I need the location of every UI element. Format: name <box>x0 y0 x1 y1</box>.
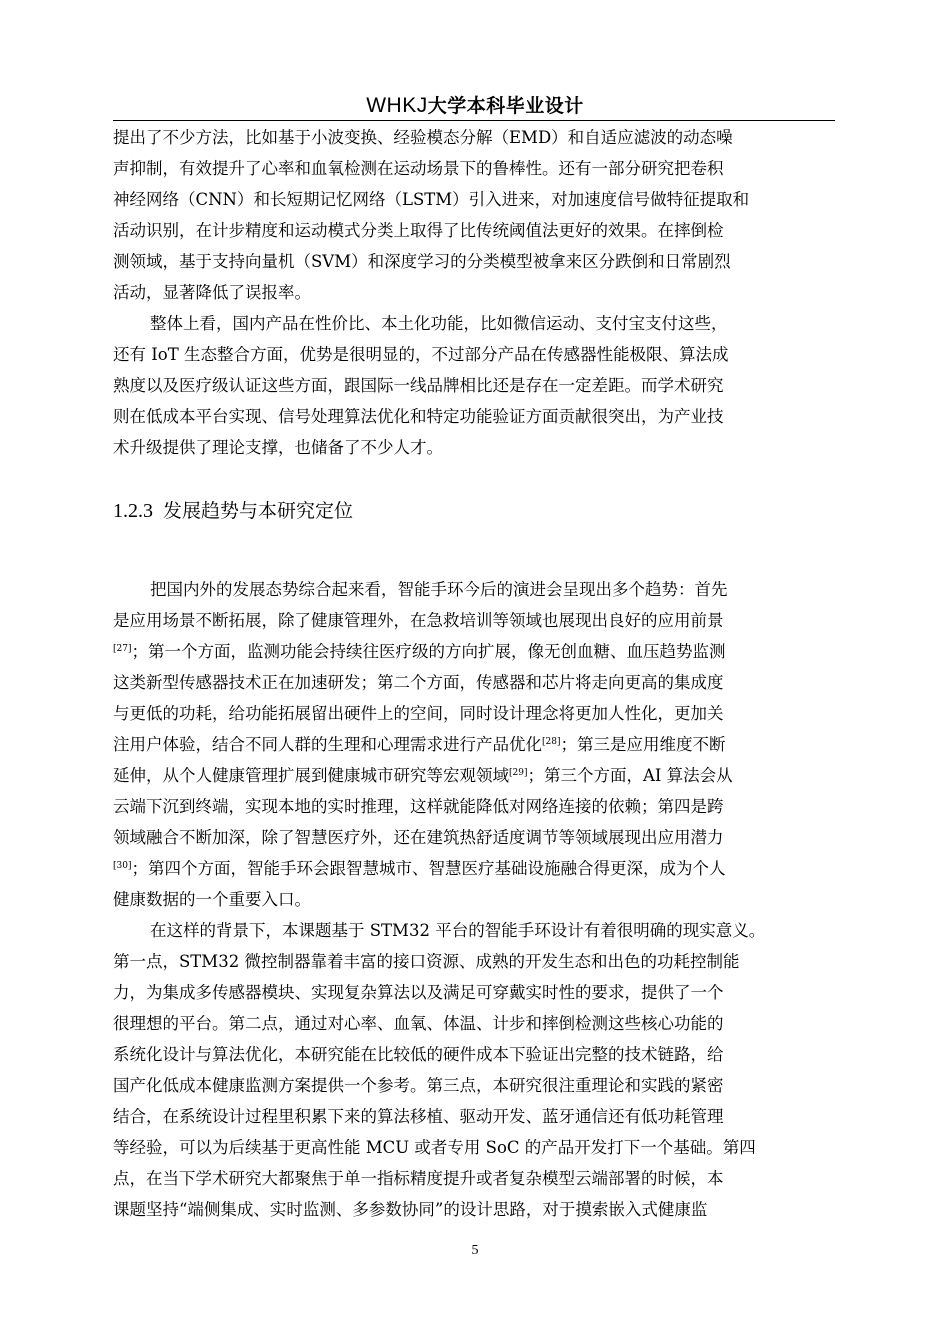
text-line <box>113 729 835 760</box>
citation-27: [27] <box>113 644 132 654</box>
text-span: 延伸，从个人健康管理扩展到健康城市研究等宏观领域 <box>113 766 509 785</box>
text-line: 结合，在系统设计过程里积累下来的算法移植、驱动开发、蓝牙通信还有低功耗管理 <box>113 1107 724 1126</box>
text-line: 云端下沉到终端，实现本地的实时推理，这样就能降低对网络连接的依赖；第四是跨 <box>113 797 724 816</box>
text-line: 活动识别，在计步精度和运动模式分类上取得了比传统阈值法更好的效果。在摔倒检 <box>113 221 724 240</box>
text-line: 还有 IoT 生态整合方面，优势是很明显的，不过部分产品在传感器性能极限、算法成 <box>113 345 729 364</box>
page-number: 5 <box>471 1243 479 1258</box>
text-line <box>113 636 835 667</box>
text-line: 力，为集成多传感器模块、实现复杂算法以及满足可穿戴实时性的要求，提供了一个 <box>113 983 724 1002</box>
text-line: 与更低的功耗，给功能拓展留出硬件上的空间，同时设计理念将更加人性化，更加关 <box>113 704 724 723</box>
page-header <box>0 91 950 118</box>
section-heading <box>113 496 353 523</box>
text-line <box>113 853 835 884</box>
text-line: 提出了不少方法，比如基于小波变换、经验模态分解（EMD）和自适应滤波的动态噪 <box>113 128 733 147</box>
text-line: 神经网络（CNN）和长短期记忆网络（LSTM）引入进来，对加速度信号做特征提取和 <box>113 190 750 209</box>
text-line: 第一点，STM32 微控制器靠着丰富的接口资源、成熟的开发生态和出色的功耗控制能 <box>113 952 740 971</box>
text-line: 则在低成本平台实现、信号处理算法优化和特定功能验证方面贡献很突出，为产业技 <box>113 407 724 426</box>
text-span: ；第四个方面，智能手环会跟智慧城市、智慧医疗基础设施融合得更深，成为个人 <box>131 859 726 878</box>
text-line: 系统化设计与算法优化，本研究能在比较低的硬件成本下验证出完整的技术链路，给 <box>113 1045 724 1064</box>
text-line: 国产化低成本健康监测方案提供一个参考。第三点，本研究很注重理论和实践的紧密 <box>113 1076 724 1095</box>
text-line: 熟度以及医疗级认证这些方面，跟国际一线品牌相比还是存在一定差距。而学术研究 <box>113 376 724 395</box>
text-line: 是应用场景不断拓展，除了健康管理外，在急救培训等领域也展现出良好的应用前景 <box>113 611 724 630</box>
text-line: 声抑制，有效提升了心率和血氧检测在运动场景下的鲁棒性。还有一部分研究把卷积 <box>113 159 724 178</box>
header-title: 大学本科毕业设计 <box>427 95 584 117</box>
text-line: 整体上看，国内产品在性价比、本土化功能，比如微信运动、支付宝支付这些， <box>150 314 728 333</box>
citation-28: [28] <box>542 737 561 747</box>
text-line: 测领域，基于支持向量机（SVM）和深度学习的分类模型被拿来区分跌倒和日常剧烈 <box>113 252 731 271</box>
text-span: ；第三个方面，AI 算法会从 <box>527 766 733 785</box>
section-number: 1.2.3 <box>113 500 153 522</box>
section-title: 发展趋势与本研究定位 <box>163 500 354 522</box>
paragraph-block-2 <box>113 574 835 1225</box>
text-line: 等经验，可以为后续基于更高性能 MCU 或者专用 SoC 的产品开发打下一个基础。第四 <box>113 1138 756 1157</box>
text-line: 领域融合不断加深，除了智慧医疗外，还在建筑热舒适度调节等领域展现出应用潜力 <box>113 828 724 847</box>
text-line: 点，在当下学术研究大都聚焦于单一指标精度提升或者复杂模型云端部署的时候，本 <box>113 1169 724 1188</box>
text-span: ；第三是应用维度不断 <box>560 735 726 754</box>
text-span: ；第一个方面，监测功能会持续往医疗级的方向扩展，像无创血糖、血压趋势监测 <box>131 642 726 661</box>
text-line: 把国内外的发展态势综合起来看，智能手环今后的演进会呈现出多个趋势：首先 <box>150 580 728 599</box>
text-line <box>113 760 835 791</box>
text-line: 在这样的背景下，本课题基于 STM32 平台的智能手环设计有着很明确的现实意义。 <box>150 921 766 940</box>
text-line: 健康数据的一个重要入口。 <box>113 890 311 909</box>
text-line: 活动，显著降低了误报率。 <box>113 283 311 302</box>
paragraph-block-1 <box>113 122 835 463</box>
citation-30: [30] <box>113 861 132 871</box>
text-span: 注用户体验，结合不同人群的生理和心理需求进行产品优化 <box>113 735 542 754</box>
header-school: WHKJ <box>366 94 428 117</box>
citation-29: [29] <box>509 768 528 778</box>
header-rule <box>113 120 835 121</box>
text-line: 术升级提供了理论支撑，也储备了不少人才。 <box>113 438 443 457</box>
text-line: 这类新型传感器技术正在加速研发；第二个方面，传感器和芯片将走向更高的集成度 <box>113 673 724 692</box>
text-line: 课题坚持“端侧集成、实时监测、多参数协同”的设计思路，对于摸索嵌入式健康监 <box>113 1200 708 1219</box>
text-line: 很理想的平台。第二点，通过对心率、血氧、体温、计步和摔倒检测这些核心功能的 <box>113 1014 724 1033</box>
